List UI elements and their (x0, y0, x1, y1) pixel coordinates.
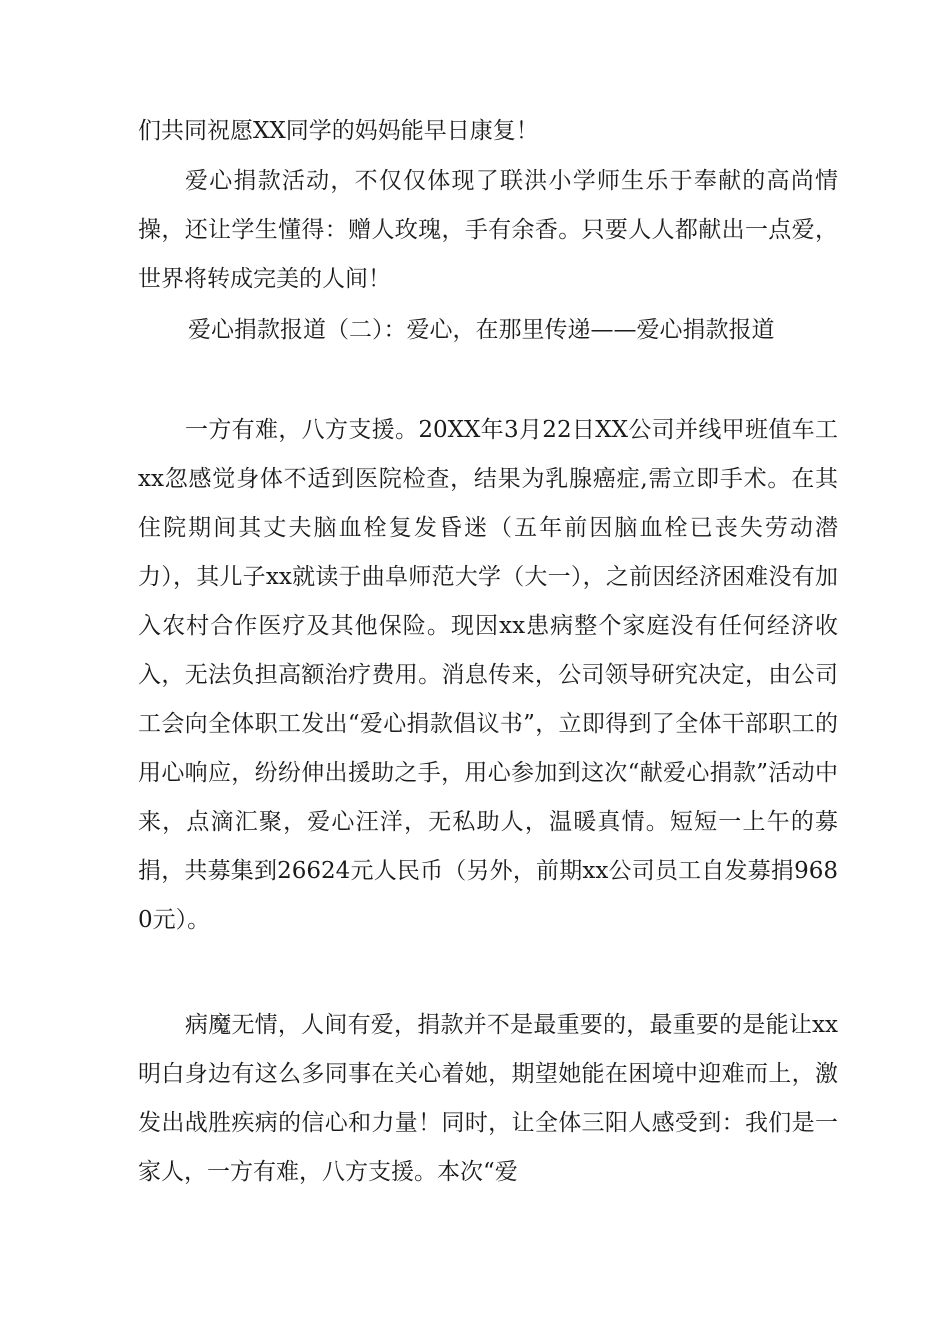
paragraph-closing: 病魔无情，人间有爱，捐款并不是最重要的，最重要的是能让xx明白身边有这么多同事在关心着她，期望她能在困境中迎难而上，激发出战胜疾病的信心和力量！同时，让全体三阳人感受到：我们是一家人，一方有难，八方支援。本次“爱 (138, 1012, 838, 1185)
paragraph-continuation: 们共同祝愿XX同学的妈妈能早日康复！ (138, 118, 539, 144)
report-title: 爱心捐款报道（二）：爱心，在那里传递——爱心捐款报道 (188, 317, 775, 343)
paragraph-activity-summary: 爱心捐款活动，不仅仅体现了联洪小学师生乐于奉献的高尚情操，还让学生懂得：赠人玫瑰，手有余香。只要人人都献出一点爱，世界将转成完美的人间！ (138, 168, 838, 292)
paragraph-report-body: 一方有难，八方支援。20XX年3月22日XX公司并线甲班值车工xx忽感觉身体不适到医院检查，结果为乳腺癌症,需立即手术。在其住院期间其丈夫脑血栓复发昏迷（五年前因脑血栓已丧失劳动潜力），其儿子xx就读于曲阜师范大学（大一），之前因经济困难没有加入农村合作医疗及其他保险。现因xx患病整个家庭没有任何经济收入，无法负担高额治疗费用。消息传来，公司领导研究决定，由公司工会向全体职工发出“爱心捐款倡议书”，立即得到了全体干部职工的用心响应，纷纷伸出援助之手，用心参加到这次“献爱心捐款”活动中来，点滴汇聚，爱心汪洋，无私助人，温暖真情。短短一上午的募捐，共募集到26624元人民币（另外，前期xx公司员工自发募捐9680元）。 (138, 417, 838, 933)
